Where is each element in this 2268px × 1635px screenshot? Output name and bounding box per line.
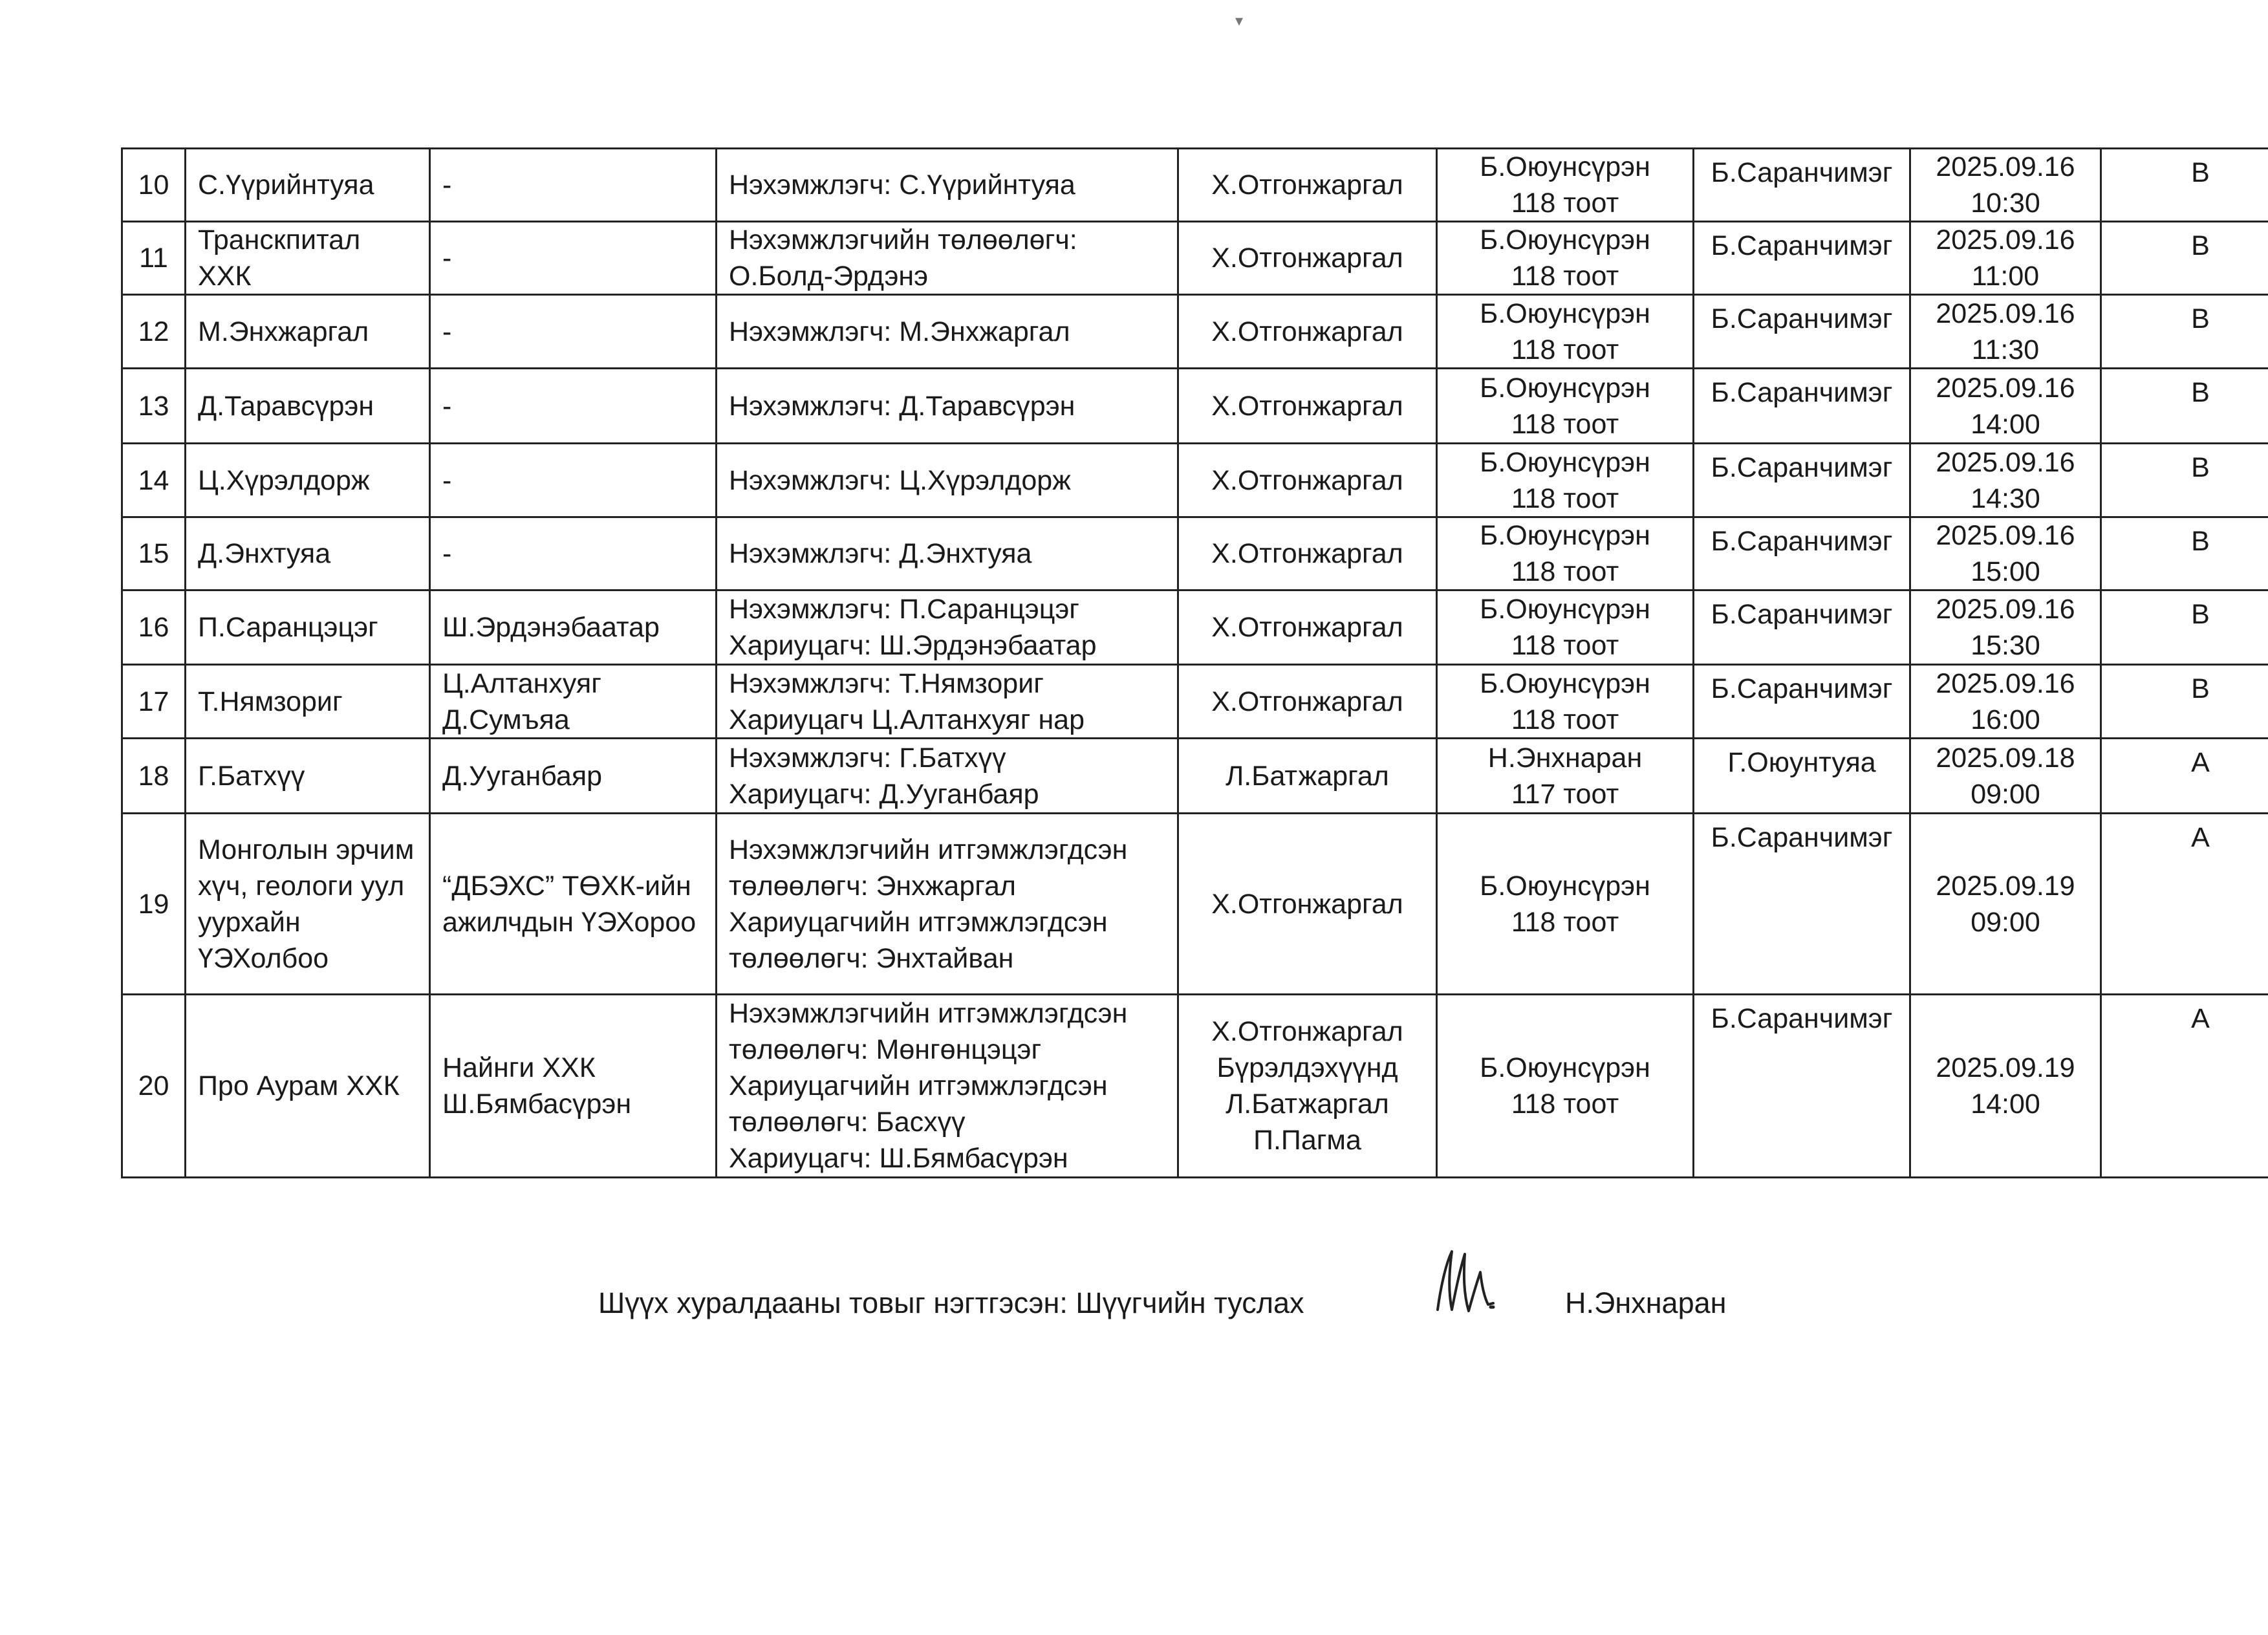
room-lines (1449, 370, 1681, 442)
room-line: Н.Энхнаран (1487, 742, 1643, 774)
hearing-datetime-line: 2025.09.16 (1936, 446, 2075, 478)
participants-lines (729, 388, 1165, 424)
judge-text: Х.Отгонжаргал (1211, 390, 1403, 422)
hearing-datetime-line: 2025.09.16 (1936, 594, 2075, 625)
cell-participants (717, 518, 1179, 591)
judge-text: Х.Отгонжаргал (1211, 316, 1403, 347)
cell-hearing-datetime (1911, 995, 2102, 1178)
clerk-text: Б.Саранчимэг (1711, 526, 1893, 557)
cell-participants (717, 666, 1179, 739)
cell-hearing-code (2102, 369, 2268, 444)
row-number-text: 17 (138, 686, 169, 717)
respondent-text: - (442, 243, 452, 274)
clerk-text: Б.Саранчимэг (1711, 157, 1893, 188)
respondent-text: - (442, 390, 452, 422)
cell-hearing-code (2102, 591, 2268, 666)
hearing-datetime-line: 2025.09.16 (1936, 372, 2075, 404)
cell-claimant (186, 296, 431, 369)
participants-lines (729, 167, 1165, 203)
row-number-text: 12 (138, 316, 169, 347)
room-lines (1449, 591, 1681, 664)
handwritten-signature (1426, 1245, 1523, 1323)
cell-participants (717, 369, 1179, 444)
cell-clerk (1694, 444, 1911, 518)
cell-room (1438, 591, 1694, 666)
room-line: 118 тоот (1511, 906, 1619, 938)
hearing-datetime-line: 2025.09.16 (1936, 151, 2075, 182)
cell-hearing-datetime (1911, 666, 2102, 739)
participants-line: төлөөлөгч: Энхжаргал (729, 870, 1017, 902)
cell-judge (1179, 739, 1438, 814)
judge-text: Х.Отгонжаргал (1211, 686, 1403, 717)
room-line: Б.Оюунсүрэн (1480, 224, 1650, 255)
hearing-datetime-line: 16:00 (1971, 704, 2040, 735)
room-lines (1449, 222, 1681, 294)
hearing-datetime-lines (1923, 149, 2088, 221)
hearing-datetime-line: 11:30 (1971, 334, 2040, 365)
claimant-text: С.Үүрийнтуяа (198, 169, 374, 200)
participants-line: Хариуцагчийн итгэмжлэгдсэн (729, 1070, 1108, 1101)
hearing-datetime-lines (1923, 518, 2088, 590)
claimant-text: Монголын эрчим хүч, геологи уул уурхайн ҮЭХолбоо (198, 834, 415, 974)
judge-text: Х.Отгонжаргал Бүрэлдэхүүнд Л.Батжаргал П.Пагма (1211, 1016, 1403, 1156)
respondent-text: Д.Ууганбаяр (442, 760, 603, 792)
room-line: 118 тоот (1511, 261, 1619, 292)
cell-room (1438, 739, 1694, 814)
cell-clerk (1694, 296, 1911, 369)
cell-respondent (431, 296, 717, 369)
cell-room (1438, 222, 1694, 296)
participants-line: О.Болд-Эрдэнэ (729, 261, 929, 292)
row-number-text: 15 (138, 538, 169, 569)
participants-lines (729, 832, 1165, 977)
room-line: Б.Оюунсүрэн (1480, 870, 1650, 902)
hearing-datetime-lines (1923, 666, 2088, 738)
participants-lines (729, 536, 1165, 572)
signature-label: Шүүх хуралдааны товыг нэгтгэсэн: Шүүгчийн туслах (598, 1286, 1304, 1319)
cell-clerk (1694, 995, 1911, 1178)
hearing-datetime-lines (1923, 296, 2088, 368)
hearing-schedule-table (121, 147, 2268, 1178)
room-line: 118 тоот (1511, 408, 1619, 440)
cell-participants (717, 296, 1179, 369)
room-lines (1449, 296, 1681, 368)
cell-claimant (186, 369, 431, 444)
cell-hearing-code (2102, 739, 2268, 814)
hearing-datetime-lines (1923, 1050, 2088, 1122)
cell-respondent (431, 814, 717, 995)
participants-lines (729, 591, 1165, 664)
hearing-code-text: В (2191, 157, 2210, 188)
hearing-datetime-line: 09:00 (1971, 906, 2040, 938)
cell-row-number (123, 296, 186, 369)
claimant-text: Д.Энхтуяа (198, 538, 331, 569)
cell-row-number (123, 518, 186, 591)
participants-line: Нэхэмжлэгч: Ц.Хүрэлдорж (729, 464, 1071, 496)
hearing-datetime-line: 11:00 (1971, 261, 2040, 292)
cell-judge (1179, 369, 1438, 444)
hearing-code-text: В (2191, 230, 2210, 261)
hearing-code-text: В (2191, 526, 2210, 557)
room-line: Б.Оюунсүрэн (1480, 520, 1650, 551)
cell-row-number (123, 666, 186, 739)
cell-judge (1179, 666, 1438, 739)
cell-participants (717, 814, 1179, 995)
room-line: Б.Оюунсүрэн (1480, 446, 1650, 478)
cell-hearing-code (2102, 222, 2268, 296)
participants-line: төлөөлөгч: Мөнгөнцэцэг (729, 1034, 1042, 1065)
hearing-datetime-line: 2025.09.16 (1936, 520, 2075, 551)
cell-hearing-datetime (1911, 444, 2102, 518)
hearing-datetime-line: 2025.09.19 (1936, 870, 2075, 902)
participants-lines (729, 995, 1165, 1176)
judge-text: Л.Батжаргал (1226, 760, 1389, 792)
room-lines (1449, 149, 1681, 221)
row-number-text: 19 (138, 888, 169, 920)
cell-claimant (186, 666, 431, 739)
claimant-text: Г.Батхүү (198, 760, 305, 792)
hearing-datetime-line: 14:00 (1971, 1088, 2040, 1120)
room-lines (1449, 1050, 1681, 1122)
cell-respondent (431, 591, 717, 666)
cell-participants (717, 591, 1179, 666)
room-line: 118 тоот (1511, 188, 1619, 219)
cell-judge (1179, 296, 1438, 369)
participants-line: Нэхэмжлэгч: М.Энхжаргал (729, 316, 1070, 347)
cell-judge (1179, 814, 1438, 995)
respondent-text: Ц.Алтанхуяг Д.Сумъяа (442, 667, 601, 735)
cell-room (1438, 444, 1694, 518)
cell-claimant (186, 518, 431, 591)
cell-clerk (1694, 591, 1911, 666)
row-number-text: 14 (138, 464, 169, 496)
room-line: Б.Оюунсүрэн (1480, 667, 1650, 699)
participants-line: Хариуцагч: Ш.Бямбасүрэн (729, 1143, 1068, 1174)
cell-row-number (123, 444, 186, 518)
hearing-datetime-line: 15:00 (1971, 556, 2040, 587)
room-line: 118 тоот (1511, 482, 1619, 514)
row-number-text: 20 (138, 1070, 169, 1101)
cell-hearing-datetime (1911, 149, 2102, 222)
cell-hearing-datetime (1911, 591, 2102, 666)
room-line: 118 тоот (1511, 556, 1619, 587)
cell-row-number (123, 149, 186, 222)
cell-respondent (431, 739, 717, 814)
cell-clerk (1694, 814, 1911, 995)
hearing-datetime-lines (1923, 740, 2088, 812)
cell-participants (717, 222, 1179, 296)
hearing-datetime-lines (1923, 444, 2088, 517)
hearing-datetime-lines (1923, 370, 2088, 442)
participants-line: Нэхэмжлэгч: Г.Батхүү (729, 742, 1006, 774)
cell-hearing-datetime (1911, 518, 2102, 591)
room-lines (1449, 868, 1681, 940)
signatory-name: Н.Энхнаран (1565, 1286, 1727, 1319)
hearing-datetime-line: 09:00 (1971, 778, 2040, 810)
hearing-datetime-line: 2025.09.16 (1936, 298, 2075, 329)
cell-participants (717, 739, 1179, 814)
participants-lines (729, 666, 1165, 738)
participants-line: Хариуцагч: Д.Ууганбаяр (729, 778, 1039, 810)
cell-row-number (123, 995, 186, 1178)
participants-line: Нэхэмжлэгч: Д.Энхтуяа (729, 538, 1032, 569)
cell-clerk (1694, 149, 1911, 222)
cell-hearing-datetime (1911, 814, 2102, 995)
judge-text: Х.Отгонжаргал (1211, 538, 1403, 569)
participants-lines (729, 740, 1165, 812)
participants-line: төлөөлөгч: Басхүү (729, 1107, 966, 1138)
cell-hearing-code (2102, 814, 2268, 995)
participants-line: Нэхэмжлэгчийн төлөөлөгч: (729, 224, 1077, 255)
cell-claimant (186, 149, 431, 222)
cell-row-number (123, 739, 186, 814)
participants-line: Хариуцагчийн итгэмжлэгдсэн (729, 906, 1108, 938)
hearing-code-text: А (2191, 822, 2210, 853)
cell-row-number (123, 591, 186, 666)
hearing-code-text: А (2191, 1003, 2210, 1034)
row-number-text: 11 (139, 243, 168, 274)
claimant-text: П.Саранцэцэг (198, 612, 378, 643)
cell-row-number (123, 369, 186, 444)
hearing-code-text: А (2191, 747, 2210, 778)
cell-clerk (1694, 739, 1911, 814)
room-line: Б.Оюунсүрэн (1480, 298, 1650, 329)
cell-judge (1179, 995, 1438, 1178)
cell-respondent (431, 518, 717, 591)
cell-clerk (1694, 369, 1911, 444)
participants-line: Хариуцагч Ц.Алтанхуяг нар (729, 704, 1085, 735)
respondent-text: - (442, 169, 452, 200)
cell-hearing-datetime (1911, 739, 2102, 814)
cell-respondent (431, 995, 717, 1178)
respondent-text: Найнги ХХК Ш.Бямбасүрэн (442, 1052, 632, 1120)
hearing-datetime-lines (1923, 591, 2088, 664)
row-number-text: 10 (138, 169, 169, 200)
hearing-datetime-line: 15:30 (1971, 630, 2040, 661)
participants-line: Нэхэмжлэгч: Т.Нямзориг (729, 667, 1044, 699)
cell-claimant (186, 444, 431, 518)
participants-line: төлөөлөгч: Энхтайван (729, 942, 1014, 974)
hearing-code-text: В (2191, 452, 2210, 483)
cell-judge (1179, 149, 1438, 222)
hearing-datetime-line: 2025.09.19 (1936, 1052, 2075, 1083)
room-line: 118 тоот (1511, 334, 1619, 365)
room-line: 118 тоот (1511, 630, 1619, 661)
respondent-text: - (442, 538, 452, 569)
judge-text: Х.Отгонжаргал (1211, 464, 1403, 496)
clerk-text: Б.Саранчимэг (1711, 452, 1893, 483)
respondent-text: Ш.Эрдэнэбаатар (442, 612, 660, 643)
hearing-code-text: В (2191, 303, 2210, 334)
cell-claimant (186, 591, 431, 666)
cell-hearing-datetime (1911, 222, 2102, 296)
judge-text: Х.Отгонжаргал (1211, 243, 1403, 274)
cell-participants (717, 444, 1179, 518)
judge-text: Х.Отгонжаргал (1211, 612, 1403, 643)
room-lines (1449, 740, 1681, 812)
room-lines (1449, 444, 1681, 517)
cell-respondent (431, 149, 717, 222)
cell-clerk (1694, 666, 1911, 739)
cell-hearing-code (2102, 444, 2268, 518)
clerk-text: Б.Саранчимэг (1711, 1003, 1893, 1034)
participants-lines (729, 462, 1165, 499)
cell-claimant (186, 995, 431, 1178)
clerk-text: Г.Оюунтуяа (1727, 747, 1876, 778)
cell-participants (717, 995, 1179, 1178)
clerk-text: Б.Саранчимэг (1711, 599, 1893, 630)
room-line: Б.Оюунсүрэн (1480, 372, 1650, 404)
cell-judge (1179, 518, 1438, 591)
participants-line: Нэхэмжлэгчийн итгэмжлэгдсэн (729, 998, 1128, 1029)
cell-participants (717, 149, 1179, 222)
room-line: Б.Оюунсүрэн (1480, 1052, 1650, 1083)
participants-line: Нэхэмжлэгч: С.Үүрийнтуяа (729, 169, 1075, 200)
cell-hearing-code (2102, 296, 2268, 369)
cell-room (1438, 369, 1694, 444)
clerk-text: Б.Саранчимэг (1711, 377, 1893, 408)
clerk-text: Б.Саранчимэг (1711, 230, 1893, 261)
respondent-text: - (442, 316, 452, 347)
cell-clerk (1694, 222, 1911, 296)
room-line: 118 тоот (1511, 1088, 1619, 1120)
cell-judge (1179, 444, 1438, 518)
claimant-text: Транскпитал ХХК (198, 224, 361, 292)
hearing-datetime-line: 10:30 (1971, 188, 2040, 219)
cell-claimant (186, 739, 431, 814)
clerk-text: Б.Саранчимэг (1711, 303, 1893, 334)
hearing-datetime-line: 14:30 (1971, 482, 2040, 514)
claimant-text: Ц.Хүрэлдорж (198, 464, 370, 496)
claimant-text: Т.Нямзориг (198, 686, 343, 717)
cell-hearing-datetime (1911, 296, 2102, 369)
cell-hearing-datetime (1911, 369, 2102, 444)
hearing-datetime-lines (1923, 222, 2088, 294)
respondent-text: “ДБЭХС” ТӨХК-ийн ажилчдын ҮЭХороо (442, 870, 697, 938)
room-line: Б.Оюунсүрэн (1480, 151, 1650, 182)
claimant-text: Про Аурам ХХК (198, 1070, 400, 1101)
claimant-text: Д.Таравсүрэн (198, 390, 374, 422)
cell-hearing-code (2102, 149, 2268, 222)
hearing-code-text: В (2191, 377, 2210, 408)
cell-hearing-code (2102, 666, 2268, 739)
cell-judge (1179, 222, 1438, 296)
participants-line: Нэхэмжлэгч: П.Саранцэцэг (729, 594, 1079, 625)
participants-lines (729, 222, 1165, 294)
participants-line: Нэхэмжлэгч: Д.Таравсүрэн (729, 390, 1075, 422)
hearing-code-text: В (2191, 599, 2210, 630)
hearing-datetime-lines (1923, 868, 2088, 940)
room-line: 117 тоот (1511, 778, 1619, 810)
hearing-datetime-line: 14:00 (1971, 408, 2040, 440)
cell-hearing-code (2102, 518, 2268, 591)
cell-respondent (431, 369, 717, 444)
hearing-datetime-line: 2025.09.18 (1936, 742, 2075, 774)
cell-row-number (123, 222, 186, 296)
room-lines (1449, 518, 1681, 590)
cell-judge (1179, 591, 1438, 666)
hearing-datetime-line: 2025.09.16 (1936, 224, 2075, 255)
cell-hearing-code (2102, 995, 2268, 1178)
cell-claimant (186, 222, 431, 296)
clerk-text: Б.Саранчимэг (1711, 673, 1893, 704)
room-lines (1449, 666, 1681, 738)
participants-line: Хариуцагч: Ш.Эрдэнэбаатар (729, 630, 1097, 661)
row-number-text: 13 (138, 390, 169, 422)
cell-room (1438, 814, 1694, 995)
clerk-text: Б.Саранчимэг (1711, 822, 1893, 853)
cell-room (1438, 518, 1694, 591)
cell-room (1438, 296, 1694, 369)
cell-room (1438, 149, 1694, 222)
row-number-text: 16 (138, 612, 169, 643)
cell-respondent (431, 444, 717, 518)
hearing-datetime-line: 2025.09.16 (1936, 667, 2075, 699)
room-line: Б.Оюунсүрэн (1480, 594, 1650, 625)
cell-room (1438, 995, 1694, 1178)
row-number-text: 18 (138, 760, 169, 792)
participants-line: Нэхэмжлэгчийн итгэмжлэгдсэн (729, 834, 1128, 865)
judge-text: Х.Отгонжаргал (1211, 169, 1403, 200)
participants-lines (729, 314, 1165, 350)
judge-text: Х.Отгонжаргал (1211, 888, 1403, 920)
cell-room (1438, 666, 1694, 739)
cell-clerk (1694, 518, 1911, 591)
cell-row-number (123, 814, 186, 995)
scan-speck: ▾ (1235, 12, 1244, 30)
claimant-text: М.Энхжаргал (198, 316, 369, 347)
cell-claimant (186, 814, 431, 995)
hearing-code-text: В (2191, 673, 2210, 704)
cell-respondent (431, 666, 717, 739)
cell-respondent (431, 222, 717, 296)
room-line: 118 тоот (1511, 704, 1619, 735)
respondent-text: - (442, 464, 452, 496)
